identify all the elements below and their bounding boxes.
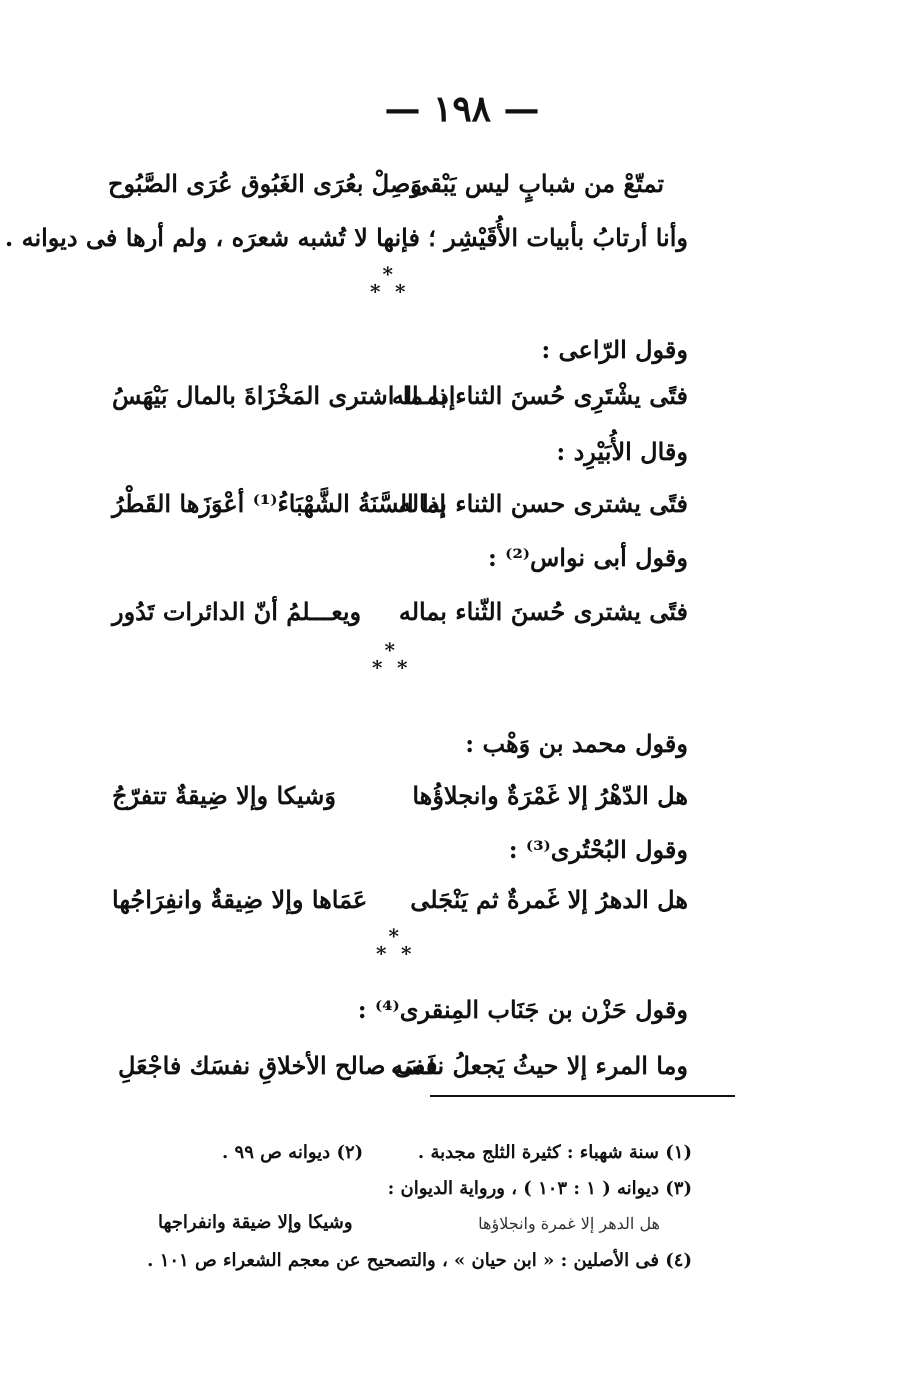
verse-4-hemistich-2: ويعـــلمُ أنّ الدائرات تَدُور bbox=[112, 597, 362, 626]
attribution-heading: وقول محمد بن وَهْب : bbox=[465, 729, 688, 758]
attribution-heading: وقول حَزْن بن جَنَاب المِنقرى⁽⁴⁾ : bbox=[357, 995, 688, 1024]
attribution-heading: وقول البُحْتُرى⁽³⁾ : bbox=[508, 835, 688, 864]
prose-line: وأنا أرتابُ بأبيات الأُقَيْشِر ؛ فإنها لا تُشبه شعرَه ، ولم أرها فى ديوانه . bbox=[4, 223, 688, 252]
attribution-heading: وقول الرّاعى : bbox=[541, 335, 688, 364]
verse-4-hemistich-1: فتًى يشترى حُسنَ الثّناء بماله bbox=[398, 597, 688, 626]
footnote-3: (٣) ديوانه ( ١ : ١٠٣ ) ، ورواية الديوان : bbox=[387, 1178, 692, 1199]
verse-2-hemistich-2: إذا ما اشترى المَخْزَاةَ بالمال بَيْهَسُ bbox=[112, 381, 456, 410]
attribution-heading: وقال الأُبَيْرِد : bbox=[556, 437, 688, 466]
verse-3-hemistich-1: فتًى يشترى حسن الثناء بماله bbox=[398, 489, 688, 518]
verse-5-hemistich-1: هل الدّهْرُ إلا غَمْرَةٌ وانجلاؤُها bbox=[412, 781, 688, 810]
footnote-3-verse-hemistich-2: وشيكا وإلا ضيقة وانفراجها bbox=[158, 1212, 353, 1233]
footnote-2: (٢) ديوانه ص ٩٩ . bbox=[222, 1142, 364, 1163]
verse-6-hemistich-2: عَمَاها وإلا ضِيقةٌ وانفِرَاجُها bbox=[112, 885, 368, 914]
verse-7-hemistich-1: وما المرء إلا حيثُ يَجعلُ نفسَه bbox=[391, 1051, 688, 1080]
section-separator-stars: *** bbox=[372, 638, 410, 680]
verse-2-hemistich-1: فتًى يشْتَرِى حُسنَ الثناء بمـاله bbox=[391, 381, 688, 410]
section-separator-stars: *** bbox=[376, 924, 414, 966]
footnote-4: (٤) فى الأصلين : « ابن حيان » ، والتصحيح عن معجم الشعراء ص ١٠١ . bbox=[147, 1250, 692, 1271]
footnote-divider bbox=[430, 1095, 735, 1097]
verse-5-hemistich-2: وَشيكا وإلا ضِيقةٌ تتفرّجُ bbox=[112, 781, 336, 810]
verse-7-hemistich-2: فَفى صالح الأخلاقِ نفسَك فاجْعَلِ bbox=[118, 1051, 438, 1080]
attribution-heading: وقول أبى نواس⁽²⁾ : bbox=[487, 543, 688, 572]
footnote-3-verse-hemistich-1: هل الدهر إلا غمرة وانجلاؤها bbox=[478, 1214, 660, 1233]
verse-1-hemistich-1: تمتّعْ من شبابٍ ليس يَبْقى bbox=[410, 169, 664, 198]
page-number: — ١٩٨ — bbox=[384, 88, 540, 130]
verse-1-hemistich-2: وَصِلْ بعُرَى الغَبُوق عُرَى الصَّبُوح bbox=[108, 169, 422, 198]
verse-3-hemistich-2: إذا السَّنَةُ الشَّهْبَاءُ⁽¹⁾ أعْوَزَها القَطْرُ bbox=[112, 489, 447, 518]
section-separator-stars: *** bbox=[370, 262, 408, 304]
verse-6-hemistich-1: هل الدهرُ إلا غَمرةٌ ثم يَنْجَلى bbox=[410, 885, 688, 914]
footnote-1: (١) سنة شهباء : كثيرة الثلج مجدبة . bbox=[417, 1142, 692, 1163]
